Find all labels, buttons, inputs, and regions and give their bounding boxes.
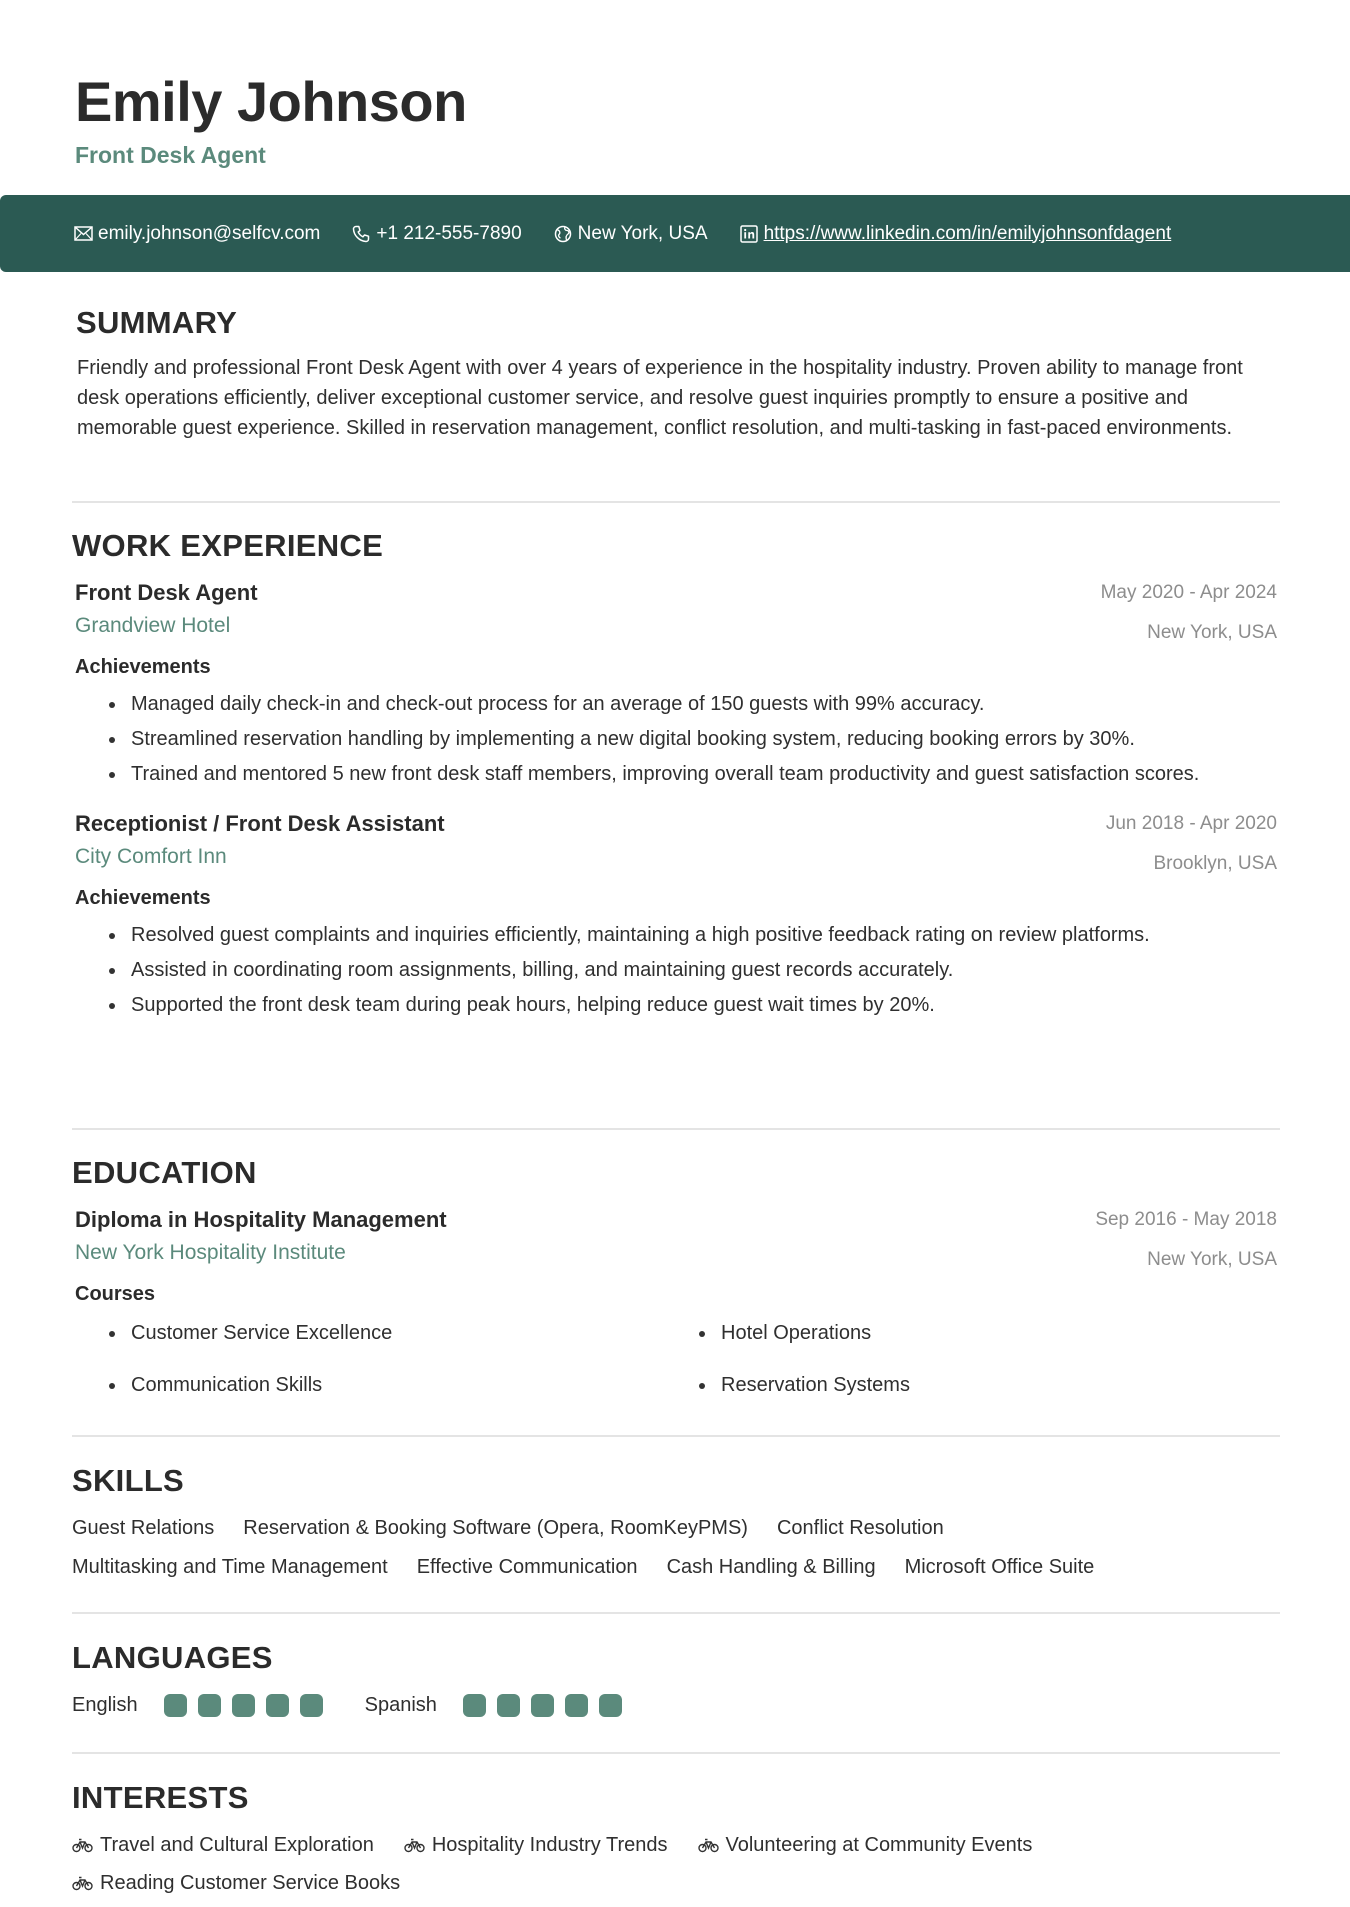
interest-item <box>72 1868 400 1898</box>
interests-section <box>72 1780 1280 1898</box>
interest-label: Volunteering at Community Events <box>725 1834 1033 1856</box>
achievements-list <box>75 920 1280 1020</box>
proficiency-dot <box>463 1694 486 1717</box>
list-item: Supported the front desk team during peak hours, helping reduce guest wait times by 20%. <box>107 990 1280 1020</box>
proficiency-dots <box>164 1694 323 1717</box>
school-name: New York Hospitality Institute <box>75 1241 346 1264</box>
divider <box>72 1435 1280 1437</box>
list-item: Assisted in coordinating room assignments, billing, and maintaining guest records accurately. <box>107 955 1280 985</box>
education-heading: EDUCATION <box>72 1155 257 1190</box>
envelope-icon <box>72 223 94 245</box>
interest-item <box>698 1830 1033 1860</box>
bicycle-icon <box>698 1834 720 1856</box>
education-location: New York, USA <box>1147 1249 1277 1270</box>
phone-text: +1 212-555-7890 <box>376 222 522 244</box>
language-item <box>72 1694 323 1717</box>
proficiency-dot <box>164 1694 187 1717</box>
skill-item: Microsoft Office Suite <box>904 1556 1095 1578</box>
list-item: Reservation Systems <box>697 1370 1287 1400</box>
location-text: New York, USA <box>577 222 708 244</box>
job-title: Receptionist / Front Desk Assistant <box>75 811 445 836</box>
contact-linkedin[interactable] <box>738 223 1172 245</box>
divider <box>72 501 1280 503</box>
proficiency-dot <box>198 1694 221 1717</box>
globe-icon <box>552 223 574 245</box>
list-item: Customer Service Excellence <box>107 1318 697 1348</box>
summary-heading: SUMMARY <box>76 305 238 340</box>
phone-icon <box>350 223 372 245</box>
languages-heading: LANGUAGES <box>72 1640 273 1675</box>
skills-list <box>72 1513 1280 1583</box>
bicycle-icon <box>404 1834 426 1856</box>
divider <box>72 1752 1280 1754</box>
list-item: Streamlined reservation handling by implementing a new digital booking system, reducing booking errors by 30%. <box>107 724 1280 754</box>
job-entry <box>72 580 1280 789</box>
list-item: Managed daily check-in and check-out process for an average of 150 guests with 99% accuracy. <box>107 689 1280 719</box>
education-section <box>72 1155 1280 1400</box>
proficiency-dot <box>232 1694 255 1717</box>
interest-label: Reading Customer Service Books <box>100 1872 401 1894</box>
divider <box>72 1612 1280 1614</box>
degree-title: Diploma in Hospitality Management <box>75 1207 447 1232</box>
divider <box>72 1128 1280 1130</box>
language-item <box>365 1694 622 1717</box>
education-entry <box>72 1207 1280 1400</box>
interests-list <box>72 1830 1280 1898</box>
proficiency-dot <box>497 1694 520 1717</box>
contact-phone[interactable] <box>350 223 521 245</box>
education-dates: Sep 2016 - May 2018 <box>1095 1209 1277 1230</box>
proficiency-dot <box>599 1694 622 1717</box>
interest-label: Travel and Cultural Exploration <box>100 1834 374 1856</box>
experience-section <box>72 528 1280 1025</box>
contact-location <box>552 223 708 245</box>
candidate-name: Emily Johnson <box>75 70 467 133</box>
summary-section <box>72 305 1280 443</box>
bicycle-icon <box>72 1834 94 1856</box>
interest-label: Hospitality Industry Trends <box>431 1834 668 1856</box>
list-item: Hotel Operations <box>697 1318 1287 1348</box>
candidate-title: Front Desk Agent <box>75 142 266 168</box>
skill-item: Effective Communication <box>416 1556 638 1578</box>
linkedin-link[interactable]: https://www.linkedin.com/in/emilyjohnsonfdagent <box>763 222 1172 244</box>
achievements-heading: Achievements <box>75 656 211 678</box>
proficiency-dot <box>266 1694 289 1717</box>
skill-item: Multitasking and Time Management <box>72 1556 388 1578</box>
language-name: Spanish <box>364 1694 437 1716</box>
summary-text: Friendly and professional Front Desk Agent with over 4 years of experience in the hospitality industry. Proven ability to manage front desk operations efficiently, deliver exceptional customer service, and resolve guest inquiries promptly to ensure a positive and memorable guest experience. Skilled in reservation management, conflict resolution, and multi-tasking in fast-paced environments. <box>77 357 1243 439</box>
languages-section <box>72 1640 1280 1717</box>
achievements-list <box>75 689 1280 789</box>
contact-email[interactable] <box>72 223 320 245</box>
experience-heading: WORK EXPERIENCE <box>72 528 384 563</box>
language-name: English <box>72 1694 138 1716</box>
proficiency-dot <box>531 1694 554 1717</box>
interests-heading: INTERESTS <box>72 1780 249 1815</box>
list-item: Trained and mentored 5 new front desk staff members, improving overall team productivity and guest satisfaction scores. <box>107 759 1280 789</box>
proficiency-dots <box>463 1694 622 1717</box>
list-item: Communication Skills <box>107 1370 697 1400</box>
bicycle-icon <box>72 1872 94 1894</box>
skill-item: Reservation & Booking Software (Opera, RoomKeyPMS) <box>243 1517 748 1539</box>
skills-heading: SKILLS <box>72 1463 185 1498</box>
skill-item: Cash Handling & Billing <box>666 1556 876 1578</box>
job-location: New York, USA <box>1147 622 1277 643</box>
proficiency-dot <box>565 1694 588 1717</box>
languages-list <box>72 1694 1280 1717</box>
job-title: Front Desk Agent <box>75 580 258 605</box>
interest-item <box>404 1830 668 1860</box>
interest-item <box>72 1830 374 1860</box>
courses-list <box>75 1318 1280 1400</box>
email-text: emily.johnson@selfcv.com <box>98 222 321 244</box>
job-dates: Jun 2018 - Apr 2020 <box>1105 813 1277 834</box>
skill-item: Conflict Resolution <box>776 1517 944 1539</box>
courses-heading: Courses <box>75 1283 156 1305</box>
list-item: Resolved guest complaints and inquiries efficiently, maintaining a high positive feedback rating on review platforms. <box>107 920 1280 950</box>
linkedin-icon <box>738 223 760 245</box>
job-employer: City Comfort Inn <box>75 845 227 868</box>
contact-bar <box>0 195 1350 272</box>
skill-item: Guest Relations <box>72 1517 215 1539</box>
job-dates: May 2020 - Apr 2024 <box>1100 582 1277 603</box>
job-entry <box>72 811 1280 1020</box>
resume-header <box>75 70 467 169</box>
job-location: Brooklyn, USA <box>1153 853 1277 874</box>
achievements-heading: Achievements <box>75 887 211 909</box>
proficiency-dot <box>300 1694 323 1717</box>
skills-section <box>72 1463 1280 1583</box>
job-employer: Grandview Hotel <box>75 614 231 637</box>
